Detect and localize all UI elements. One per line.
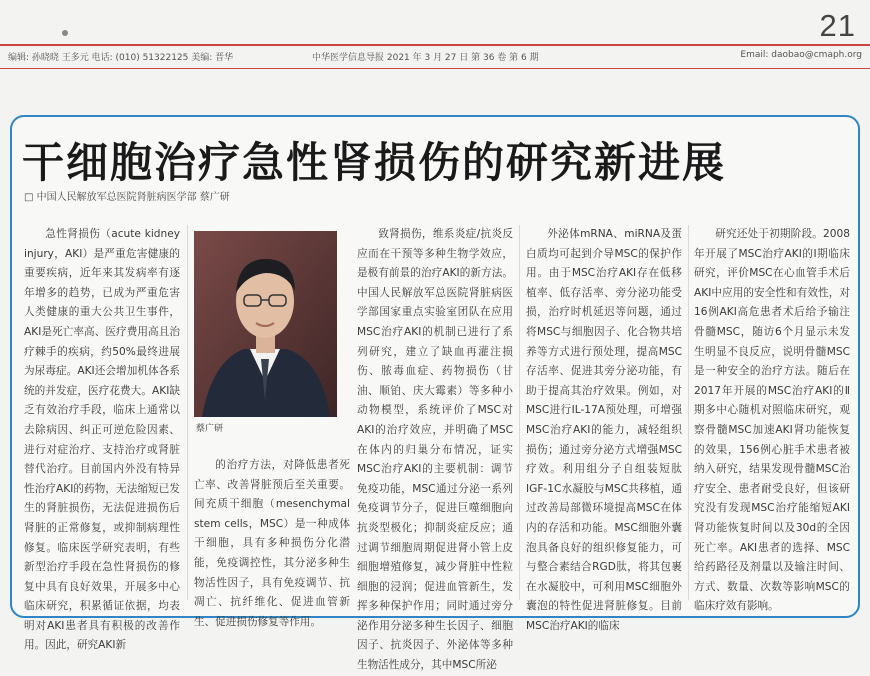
- column-4-text: 外泌体mRNA、miRNA及蛋白质均可起到介导MSC的保护作用。由于MSC治疗AKI存在低移植率、低存活率、旁分泌功能受损，治疗时机延迟等问题，通过将MSC与细胞因子、化合物共培养等方式进行预处理，提高MSC存活率、促进其旁分泌功能，有助于提高其治疗效果。例如，对MSC进行IL-17A预处理，可增强MSC治疗AKI的能力，减轻组织损伤；通过旁分泌方式增强MSC疗效。利用组分子自组装短肽IGF-1C水凝胶与MSC共移植，通过改善局部微环境提高MSC在体内的存活和功能。MSC细胞外囊泡具备良好的组织修复能力，可与整合素结合RGD肽，将其包裹在水凝胶中，可利用MSC细胞外囊泡的特性促进肾脏修复。目前MSC治疗AKI的临床: [526, 228, 682, 632]
- article-column-2-lower: [194, 456, 350, 628]
- column-divider: [519, 225, 520, 600]
- author-line: □ 中国人民解放军总医院肾脏病医学部 蔡广研: [24, 192, 230, 203]
- article-column-3: [357, 225, 513, 672]
- header-rule-bottom: [0, 68, 870, 69]
- column-3-text: 致肾损伤，维系炎症/抗炎反应而在干预等多种生物学效应，是极有前景的治疗AKI的新方法。中国人民解放军总医院肾脏病医学部国家重点实验室团队在应用MSC治疗AKI的机制已进行了系列研究，建立了缺血再灌注损伤、脓毒血症、药物损伤（甘油、顺铂、庆大霉素）等多种小动物模型，系统评价了MSC对AKI的治疗效应，并明确了MSC在体内的归巢分布情况，证实MSC治疗AKI的主要机制：调节免疫功能，MSC通过分泌一系列免疫调节分子，促进巨噬细胞向抗炎型极化；抑制炎症反应；通过调节细胞周期促进肾小管上皮细胞增殖修复，减少肾脏中性粒细胞的浸润；促进血管新生，发挥多种保护作用；同时通过旁分泌作用分泌多种生长因子、细胞因子、抗炎因子、外泌体等多种生物活性成分，其中MSC所泌: [357, 228, 513, 672]
- header-rule-top: [0, 44, 870, 46]
- article-column-1: [24, 225, 180, 652]
- column-divider: [688, 225, 689, 600]
- page-number: 21: [819, 8, 856, 43]
- header-dot: [62, 30, 68, 36]
- article-title: 干细胞治疗急性肾损伤的研究新进展: [22, 138, 727, 187]
- column-1-text: 急性肾损伤（acute kidney injury，AKI）是严重危害健康的重要疾病，近年来其发病率有逐年增多的趋势，已成为严重危害人类健康的重大公共卫生事件，AKI是死亡率高、医疗费用高且治疗棘手的疾病，约50%最终进展为尿毒症。AKI还会增加机体各系统的并发症，医疗花费大。AKI缺乏有效治疗手段，临床上通常以去除病因、纠正可逆危险因素、进行对症治疗、支持治疗或肾脏替代治疗。目前国内外没有特异性治疗AKI的药物，无法缩短已发生的肾脏损伤，无法促进损伤后肾脏的正常修复，或抑制病理性修复。临床医学研究表明，有些新型治疗手段在急性肾损伤的修复中具有良好效果，开展多中心临床研究，积累循证依据，均表明对AKI患者具有积极的改善作用。因此，研究AKI新: [24, 228, 180, 652]
- column-2-lower-text: 的治疗方法，对降低患者死亡率、改善肾脏预后至关重要。间充质干细胞（mesenchymal stem cells，MSC）是一种成体干细胞，具有多种损伤分化潜能，免疫调控性，其分泌多种生物活性因子，具有免疫调节、抗凋亡、抗纤维化、促进血管新生、促进损伤修复等作用。: [194, 459, 350, 628]
- author-photo: [194, 231, 337, 417]
- portrait-illustration: [194, 231, 337, 417]
- photo-caption: 蔡广研: [196, 424, 224, 434]
- editor-info: 编辑: 孙晓晓 王多元 电话: (010) 51322125 美编: 晋华: [8, 53, 234, 63]
- email-info: Email: daobao@cmaph.org: [740, 50, 862, 60]
- column-5-text: 研究还处于初期阶段。2008年开展了MSC治疗AKI的Ⅰ期临床研究，评价MSC在心血管手术后AKI中应用的安全性和有效性，对16例AKI高危患者术后给予输注骨髓MSC，随访6个月显示未发生明显不良反应，说明骨髓MSC是一种安全的治疗方法。随后在2017年开展的MSC治疗AKI的Ⅱ期多中心随机对照临床研究，观察骨髓MSC加速AKI肾功能恢复的效果，156例心脏手术患者被纳入研究，结果发现骨髓MSC治疗安全、患者耐受良好，但该研究没有发现MSC治疗能缩短AKI肾功能恢复时间以及30d的全因死亡率。AKI患者的选择、MSC给药路径及剂量以及输注时间、方式、数量、次数等影响MSC的临床疗效有影响。: [694, 228, 850, 613]
- page-header: [0, 0, 870, 80]
- article-column-5: [694, 225, 850, 613]
- column-divider: [187, 225, 188, 600]
- article-column-4: [526, 225, 682, 632]
- paper-info: 中华医学信息导报 2021 年 3 月 27 日 第 36 卷 第 6 期: [312, 53, 539, 63]
